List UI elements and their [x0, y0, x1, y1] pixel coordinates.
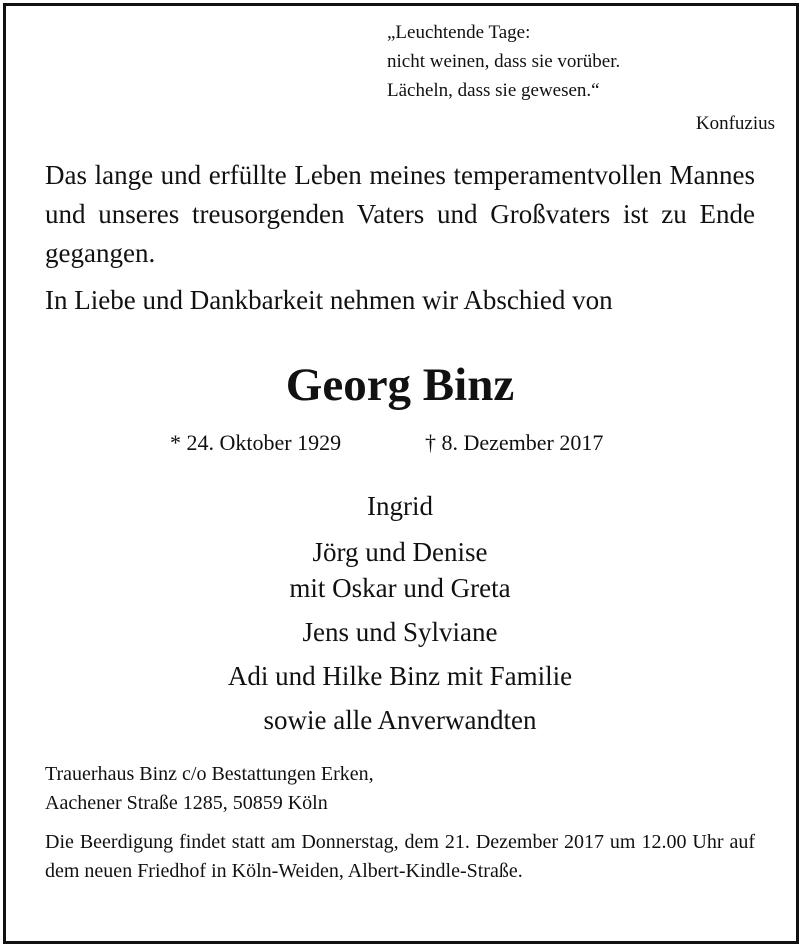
mourner-line: Adi und Hilke Binz mit Familie [227, 661, 573, 691]
address-line: Aachener Straße 1285, 50859 Köln [45, 792, 328, 814]
intro-paragraph: Das lange und erfüllte Leben meines temperamentvollen Mannes und unseres treusorgenden Vaters und Großvaters ist zu Ende gegangen. [45, 160, 755, 268]
funeral-details: Die Beerdigung findet statt am Donnerstag, dem 21. Dezember 2017 um 12.00 Uhr auf dem neuen Friedhof in Köln-Weiden, Albert-Kindle-Straße. [45, 831, 755, 882]
mourner-line: Jens und Sylviane [302, 617, 498, 647]
birth-date: * 24. Oktober 1929 [170, 430, 342, 455]
address-line: Trauerhaus Binz c/o Bestattungen Erken, [45, 763, 374, 785]
epigraph-quote [387, 18, 620, 105]
farewell-line: In Liebe und Dankbarkeit nehmen wir Abschied von [45, 285, 613, 315]
quote-line: nicht weinen, dass sie vorüber. [387, 51, 621, 72]
mourners-list [0, 488, 800, 738]
mourning-address [45, 760, 374, 818]
quote-line: Lächeln, dass sie gewesen.“ [387, 80, 600, 101]
mourner-line: mit Oskar und Greta [289, 573, 511, 603]
mourner-line: Jörg und Denise [312, 537, 488, 567]
deceased-name: Georg Binz [285, 359, 515, 411]
mourner-line: Ingrid [367, 491, 433, 521]
mourner-line: sowie alle Anverwandten [263, 705, 537, 735]
death-date: † 8. Dezember 2017 [425, 430, 604, 455]
quote-author: Konfuzius [695, 113, 775, 134]
quote-line: „Leuchtende Tage: [387, 22, 531, 43]
intro-text [45, 156, 755, 320]
